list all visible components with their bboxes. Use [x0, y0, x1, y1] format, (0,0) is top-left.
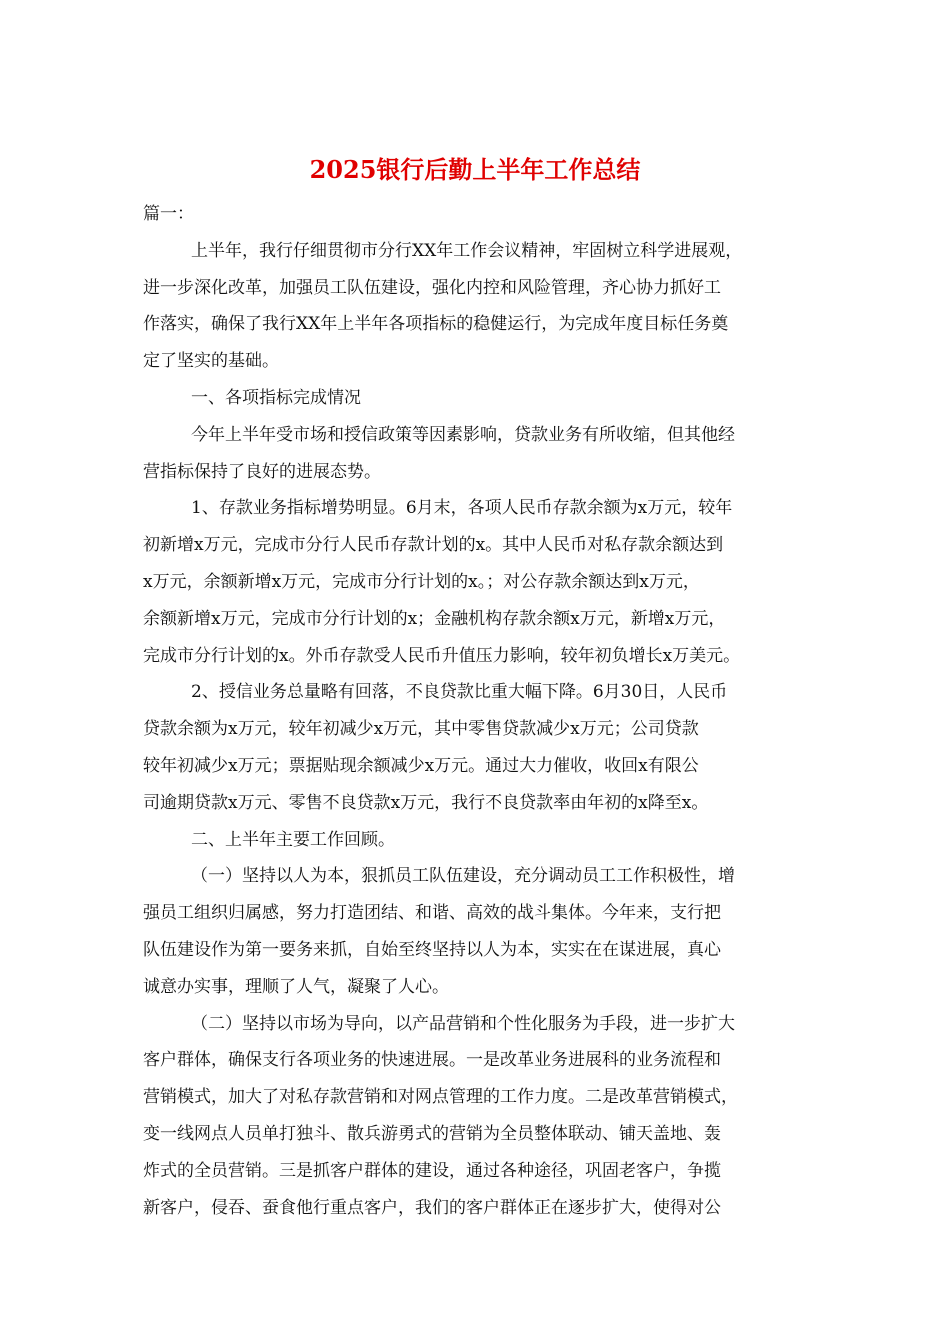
- body-line: （一）坚持以人为本，狠抓员工队伍建设，充分调动员工工作积极性，增: [191, 866, 735, 887]
- body-line: 作落实，确保了我行XX年上半年各项指标的稳健运行，为完成年度目标任务奠: [143, 314, 729, 335]
- body-line: 今年上半年受市场和授信政策等因素影响，贷款业务有所收缩，但其他经: [191, 424, 735, 445]
- body-line: 定了坚实的基础。: [143, 351, 279, 372]
- body-line: 2、授信业务总量略有回落，不良贷款比重大幅下降。6月30日，人民币: [191, 682, 728, 703]
- body-line: 炸式的全员营销。三是抓客户群体的建设，通过各种途径，巩固老客户，争揽: [143, 1160, 721, 1181]
- body-line: 1、存款业务指标增势明显。6月末，各项人民币存款余额为x万元，较年: [191, 498, 733, 519]
- body-line: 队伍建设作为第一要务来抓，自始至终坚持以人为本，实实在在谋进展，真心: [143, 939, 721, 960]
- body-line: 较年初减少x万元；票据贴现余额减少x万元。通过大力催收，收回x有限公: [143, 755, 699, 776]
- body-line: 营销模式，加大了对私存款营销和对网点管理的工作力度。二是改革营销模式，: [143, 1087, 738, 1108]
- document-title: 2025银行后勤上半年工作总结: [309, 155, 641, 184]
- body-line: 营指标保持了良好的进展态势。: [143, 461, 381, 482]
- body-line: 贷款余额为x万元，较年初减少x万元，其中零售贷款减少x万元；公司贷款: [143, 719, 699, 740]
- body-line: 诚意办实事，理顺了人气，凝聚了人心。: [143, 976, 449, 997]
- body-line: x万元，余额新增x万元，完成市分行计划的x。；对公存款余额达到x万元，: [143, 571, 700, 592]
- body-line: 篇一：: [143, 204, 194, 224]
- body-line: 上半年，我行仔细贯彻市分行XX年工作会议精神，牢固树立科学进展观，: [191, 240, 743, 261]
- body-line: 初新增x万元，完成市分行人民币存款计划的x。其中人民币对私存款余额达到: [143, 535, 724, 556]
- body-line: 变一线网点人员单打独斗、散兵游勇式的营销为全员整体联动、铺天盖地、轰: [143, 1123, 721, 1144]
- body-line: （二）坚持以市场为导向，以产品营销和个性化服务为手段，进一步扩大: [191, 1013, 735, 1034]
- document-body: [143, 196, 805, 1226]
- body-line: 余额新增x万元，完成市分行计划的x；金融机构存款余额x万元，新增x万元，: [143, 608, 726, 629]
- body-line: 客户群体，确保支行各项业务的快速进展。一是改革业务进展科的业务流程和: [143, 1050, 721, 1071]
- body-line: 二、上半年主要工作回顾。: [191, 829, 395, 850]
- body-line: 一、各项指标完成情况: [191, 387, 361, 408]
- body-line: 完成市分行计划的x。外币存款受人民币升值压力影响，较年初负增长x万美元。: [143, 645, 741, 666]
- body-line: 进一步深化改革，加强员工队伍建设，强化内控和风险管理，齐心协力抓好工: [143, 277, 721, 298]
- body-line: 新客户，侵吞、蚕食他行重点客户，我们的客户群体正在逐步扩大，使得对公: [143, 1197, 721, 1218]
- body-line: 司逾期贷款x万元、零售不良贷款x万元，我行不良贷款率由年初的x降至x。: [143, 792, 709, 813]
- body-line: 强员工组织归属感，努力打造团结、和谐、高效的战斗集体。今年来，支行把: [143, 903, 721, 924]
